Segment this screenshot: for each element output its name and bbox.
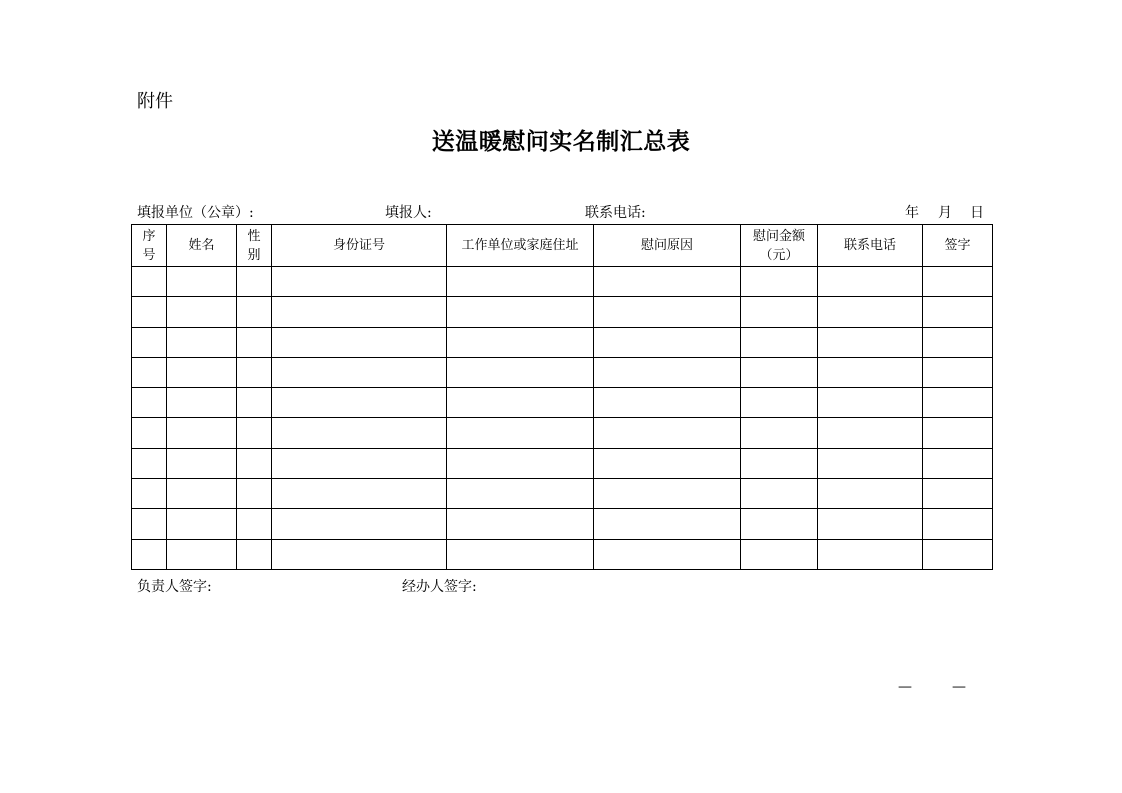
table-cell[interactable] [272, 297, 447, 327]
dash-right: — [952, 679, 966, 695]
table-body [132, 267, 993, 570]
table-cell[interactable] [818, 267, 923, 297]
table-row [132, 509, 993, 539]
table-row [132, 388, 993, 418]
table-cell[interactable] [167, 357, 237, 387]
table-cell[interactable] [594, 297, 741, 327]
table-cell[interactable] [923, 509, 993, 539]
column-header [741, 225, 818, 267]
table-cell[interactable] [594, 418, 741, 448]
column-header-line2: 别 [247, 247, 261, 263]
table-row [132, 448, 993, 478]
table-cell[interactable] [923, 267, 993, 297]
table-cell[interactable] [594, 388, 741, 418]
table-cell[interactable] [923, 448, 993, 478]
table-cell[interactable] [272, 388, 447, 418]
table-cell[interactable] [237, 297, 272, 327]
table-cell[interactable] [447, 448, 594, 478]
column-header-line2: 号 [142, 247, 156, 263]
day-label: 日 [970, 205, 984, 221]
table-cell[interactable] [167, 418, 237, 448]
column-header-line1: 签字 [944, 238, 971, 253]
table-cell[interactable] [741, 357, 818, 387]
month-label: 月 [938, 205, 952, 221]
table-cell[interactable] [237, 327, 272, 357]
table-cell[interactable] [237, 479, 272, 509]
column-header [818, 225, 923, 267]
table-cell[interactable] [237, 267, 272, 297]
table-cell[interactable] [132, 388, 167, 418]
table-row [132, 357, 993, 387]
table-cell[interactable] [447, 327, 594, 357]
table-cell[interactable] [132, 479, 167, 509]
table-cell[interactable] [167, 448, 237, 478]
table-cell[interactable] [741, 297, 818, 327]
table-cell[interactable] [741, 327, 818, 357]
table-cell[interactable] [923, 388, 993, 418]
table-cell[interactable] [447, 388, 594, 418]
table-cell[interactable] [167, 509, 237, 539]
table-cell[interactable] [167, 388, 237, 418]
table-cell[interactable] [818, 509, 923, 539]
table-cell[interactable] [167, 297, 237, 327]
column-header-line1: 姓名 [188, 238, 215, 253]
table-cell[interactable] [237, 418, 272, 448]
table-cell[interactable] [818, 418, 923, 448]
table-cell[interactable] [132, 267, 167, 297]
table-cell[interactable] [741, 267, 818, 297]
filler-label: 填报人: [385, 205, 432, 221]
table-cell[interactable] [167, 539, 237, 569]
table-cell[interactable] [447, 539, 594, 569]
table-cell[interactable] [923, 418, 993, 448]
table-cell[interactable] [447, 357, 594, 387]
table-cell[interactable] [594, 509, 741, 539]
table-cell[interactable] [272, 418, 447, 448]
table-cell[interactable] [237, 357, 272, 387]
table-cell[interactable] [818, 388, 923, 418]
table-cell[interactable] [237, 388, 272, 418]
table-cell[interactable] [167, 479, 237, 509]
table-cell[interactable] [167, 267, 237, 297]
table-cell[interactable] [132, 297, 167, 327]
table-cell[interactable] [132, 357, 167, 387]
table-cell[interactable] [132, 327, 167, 357]
table-cell[interactable] [923, 297, 993, 327]
table-cell[interactable] [132, 539, 167, 569]
table-cell[interactable] [272, 448, 447, 478]
table-cell[interactable] [594, 539, 741, 569]
table-cell[interactable] [447, 267, 594, 297]
leader-signature-label: 负责人签字: [137, 579, 212, 595]
table-row [132, 267, 993, 297]
column-header [132, 225, 167, 267]
table-cell[interactable] [447, 418, 594, 448]
table-header-row [132, 225, 993, 267]
table-cell[interactable] [272, 327, 447, 357]
table-cell[interactable] [237, 509, 272, 539]
table-cell[interactable] [741, 448, 818, 478]
table-row [132, 418, 993, 448]
column-header-line1: 慰问原因 [640, 238, 693, 253]
summary-table [131, 224, 993, 570]
table-row [132, 297, 993, 327]
document-title: 送温暖慰问实名制汇总表 [431, 129, 691, 155]
table-cell[interactable] [741, 418, 818, 448]
column-header [272, 225, 447, 267]
table-cell[interactable] [818, 297, 923, 327]
column-header [167, 225, 237, 267]
table-row [132, 479, 993, 509]
table-cell[interactable] [447, 297, 594, 327]
table-cell[interactable] [132, 448, 167, 478]
table-cell[interactable] [818, 448, 923, 478]
table-cell[interactable] [237, 448, 272, 478]
column-header [447, 225, 594, 267]
table-cell[interactable] [818, 357, 923, 387]
attachment-label: 附件 [137, 91, 173, 112]
column-header [237, 225, 272, 267]
handler-signature-label: 经办人签字: [402, 579, 477, 595]
table-cell[interactable] [818, 539, 923, 569]
table-cell[interactable] [272, 357, 447, 387]
table-cell[interactable] [167, 327, 237, 357]
table-cell[interactable] [272, 267, 447, 297]
table-cell[interactable] [132, 509, 167, 539]
table-cell[interactable] [272, 539, 447, 569]
column-header-line1: 性 [247, 228, 261, 244]
table-cell[interactable] [741, 509, 818, 539]
table-row [132, 539, 993, 569]
table-cell[interactable] [594, 327, 741, 357]
table-cell[interactable] [594, 448, 741, 478]
table-row [132, 327, 993, 357]
table-cell[interactable] [923, 539, 993, 569]
column-header-line2: （元） [759, 247, 799, 263]
table-cell[interactable] [272, 479, 447, 509]
table-cell[interactable] [818, 479, 923, 509]
table-cell[interactable] [741, 479, 818, 509]
table-cell[interactable] [594, 267, 741, 297]
table-cell[interactable] [741, 388, 818, 418]
table-cell[interactable] [594, 479, 741, 509]
contact-phone-label: 联系电话: [585, 205, 646, 221]
table-cell[interactable] [272, 509, 447, 539]
table-cell[interactable] [447, 509, 594, 539]
year-label: 年 [905, 205, 919, 221]
table-cell[interactable] [132, 418, 167, 448]
table-cell[interactable] [237, 539, 272, 569]
column-header-line1: 身份证号 [332, 238, 385, 253]
table-cell[interactable] [818, 327, 923, 357]
table-cell[interactable] [923, 479, 993, 509]
column-header-line1: 联系电话 [843, 238, 896, 253]
column-header-line1: 序 [142, 228, 156, 244]
column-header-line1: 慰问金额 [752, 228, 805, 244]
dash-left: — [898, 679, 912, 695]
reporting-unit-label: 填报单位（公章）: [137, 205, 254, 221]
column-header-line1: 工作单位或家庭住址 [461, 238, 579, 253]
table-cell[interactable] [923, 357, 993, 387]
table-cell[interactable] [594, 357, 741, 387]
column-header [594, 225, 741, 267]
table-cell[interactable] [447, 479, 594, 509]
table-cell[interactable] [923, 327, 993, 357]
table-cell[interactable] [741, 539, 818, 569]
column-header [923, 225, 993, 267]
